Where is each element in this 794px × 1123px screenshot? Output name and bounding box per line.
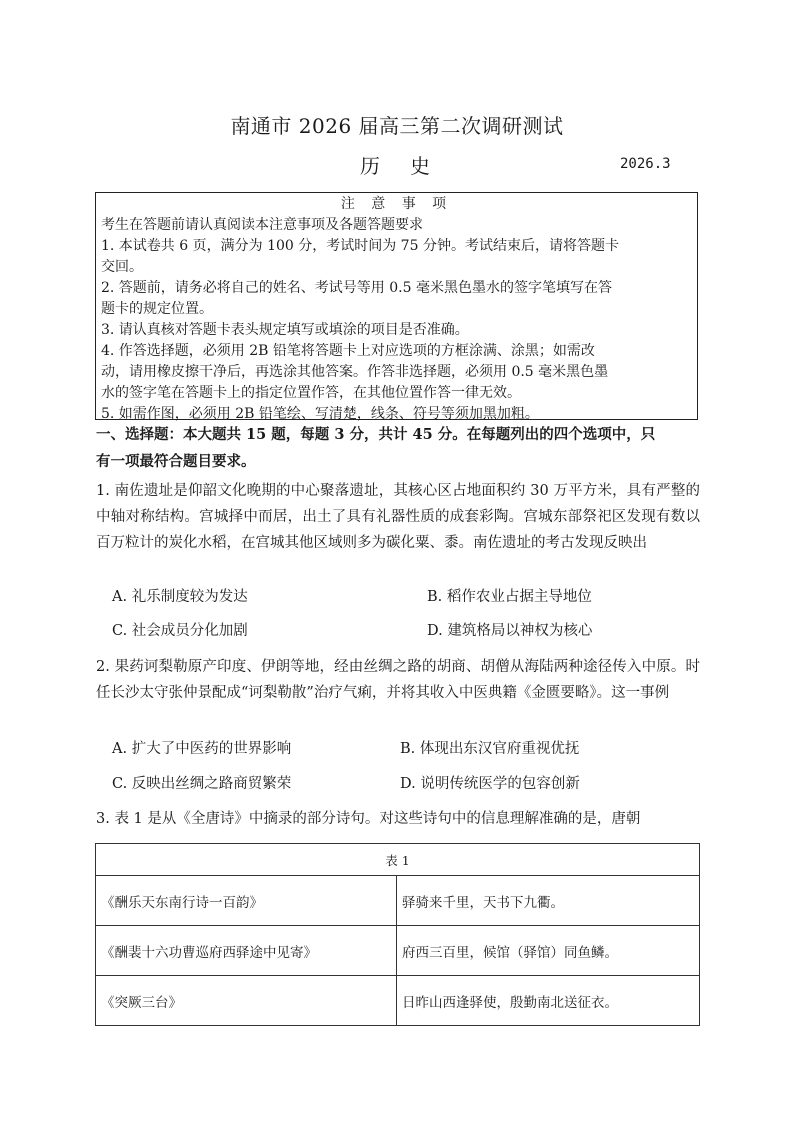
- exam-title: 南通市 2026 届高三第二次调研测试: [230, 114, 564, 138]
- section-heading-line: 一、选择题：本大题共 15 题，每题 3 分，共计 45 分。在每题列出的四个选项中，只: [96, 426, 656, 443]
- question-1-option-c: C. 社会成员分化加剧: [112, 623, 248, 639]
- poem-title-cell: 《酬乐天东南行诗一百韵》: [96, 876, 397, 926]
- poem-title-cell: 《酬裴十六功曹巡府西驿途中见寄》: [96, 926, 397, 976]
- notice-line: 交回。: [101, 259, 143, 275]
- question-2-option-d: D. 说明传统医学的包容创新: [400, 776, 580, 792]
- notice-line: 3. 请认真核对答题卡表头规定填写或填涂的项目是否准确。: [101, 322, 469, 338]
- question-3-stem: 3. 表 1 是从《全唐诗》中摘录的部分诗句。对这些诗句中的信息理解准确的是，唐朝: [96, 811, 641, 827]
- notice-line: 考生在答题前请认真阅读本注意事项及各题答题要求: [101, 217, 423, 233]
- notice-line: 5. 如需作图，必须用 2B 铅笔绘、写清楚，线条、符号等须加黑加粗。: [101, 406, 539, 422]
- question-1-option-a: A. 礼乐制度较为发达: [112, 589, 248, 605]
- notice-line: 4. 作答选择题，必须用 2B 铅笔将答题卡上对应选项的方框涂满、涂黑；如需改: [101, 343, 595, 359]
- question-1-option-d: D. 建筑格局以神权为核心: [427, 623, 593, 639]
- notice-box: [95, 192, 698, 420]
- subject-title: 历史: [360, 154, 460, 178]
- notice-line: 水的签字笔在答题卡上的指定位置作答，在其他位置作答一律无效。: [101, 385, 521, 401]
- table-caption: 表 1: [96, 844, 700, 876]
- question-1-stem: 1. 南佐遗址是仰韶文化晚期的中心聚落遗址，其核心区占地面积约 30 万平方米，具有严整的中轴对称结构。宫城择中而居，出土了具有礼器性质的成套彩陶。宫城东部祭祀区发现有数以百万粒计的炭化水稻，在宫城其他区域则多为碳化粟、黍。南佐遗址的考古发现反映出: [96, 483, 700, 551]
- table-row: [96, 926, 700, 976]
- notice-line: 题卡的规定位置。: [101, 301, 213, 317]
- poem-title-cell: 《突厥三台》: [96, 976, 397, 1026]
- table-row: [96, 976, 700, 1026]
- question-2-stem: 2. 果药诃梨勒原产印度、伊朗等地，经由丝绸之路的胡商、胡僧从海陆两种途径传入中原。时任长沙太守张仲景配成“诃梨勒散”治疗气痢，并将其收入中医典籍《金匮要略》。这一事例: [96, 659, 700, 701]
- question-2-option-b: B. 体现出东汉官府重视优抚: [400, 741, 580, 757]
- poem-verse-cell: 日昨山西逢驿使，殷勤南北送征衣。: [397, 976, 700, 1026]
- question-2-option-a: A. 扩大了中医药的世界影响: [112, 741, 292, 757]
- question-2-option-c: C. 反映出丝绸之路商贸繁荣: [112, 776, 292, 792]
- notice-line: 动，请用橡皮擦干净后，再选涂其他答案。作答非选择题，必须用 0.5 毫米黑色墨: [101, 364, 609, 380]
- exam-date: 2026.3: [620, 156, 671, 172]
- notice-line: 2. 答题前，请务必将自己的姓名、考试号等用 0.5 毫米黑色墨水的签字笔填写在答: [101, 280, 612, 296]
- table-row: [96, 876, 700, 926]
- poem-verse-cell: 府西三百里，候馆（驿馆）同鱼鳞。: [397, 926, 700, 976]
- notice-heading: 注 意 事 项: [340, 196, 453, 212]
- notice-line: 1. 本试卷共 6 页，满分为 100 分，考试时间为 75 分钟。考试结束后，请将答题卡: [101, 238, 619, 254]
- poem-table: [95, 843, 700, 1026]
- section-heading: [96, 421, 700, 475]
- poem-verse-cell: 驿骑来千里，天书下九衢。: [397, 876, 700, 926]
- question-1-option-b: B. 稻作农业占据主导地位: [427, 589, 592, 605]
- section-heading-line: 有一项最符合题目要求。: [96, 453, 256, 470]
